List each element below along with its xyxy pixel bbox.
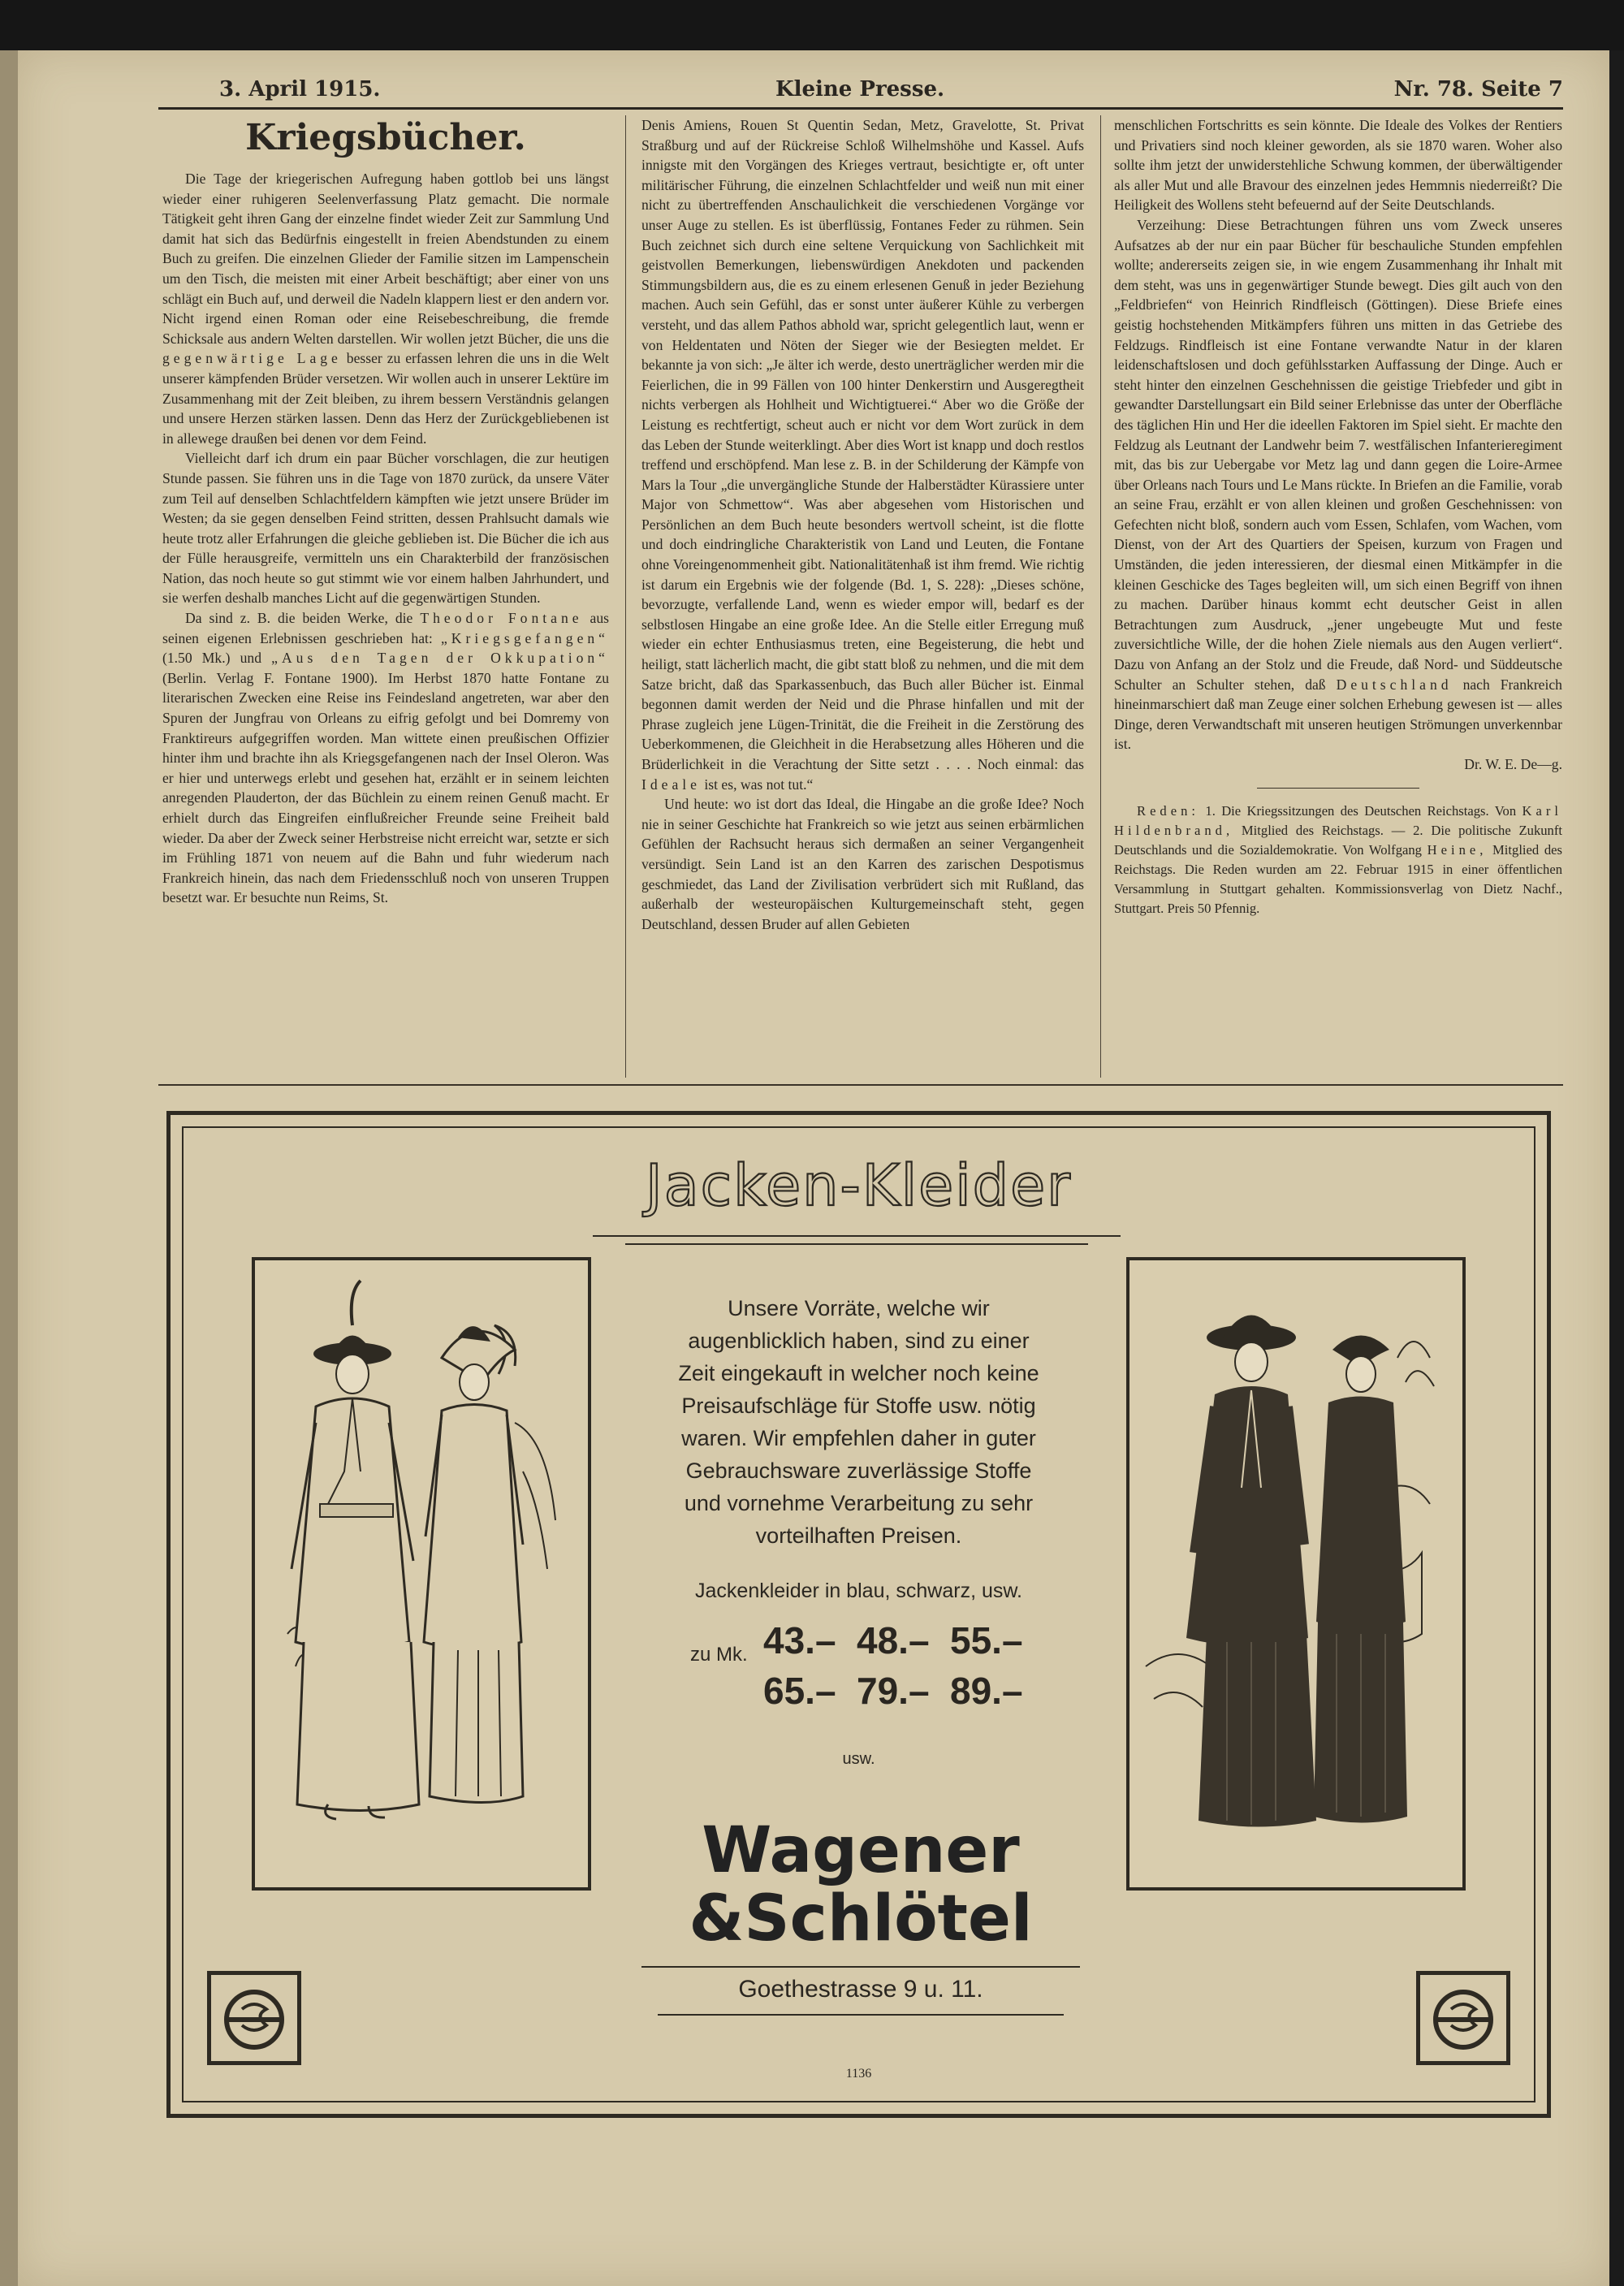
women-in-coats-illustration [255, 1260, 588, 1887]
article-bottom-rule [158, 1084, 1563, 1086]
brand-name-line-1: Wagener [702, 1814, 1020, 1887]
fashion-illustration-right [1126, 1257, 1466, 1891]
article-signature: Dr. W. E. De—g. [1464, 756, 1562, 772]
ad-title: Jacken-Kleider [646, 1152, 1072, 1219]
page-header [158, 77, 1563, 110]
header-date: 3. April 1915. [219, 77, 381, 102]
article-paragraph: Da sind z. B. die beiden Werke, die Theodor Fontane aus seinen eigenen Erlebnissen geschrieben hat: „Kriegsgefangen“ (1.50 Mk.) und „Aus den Tagen der Okkupation“ (Berlin. Verlag F. Fontane 1900). Im Herbst 1870 hatte Fontane zu literarischen Zwecken eine Reise ins Feindesland angetreten, war aber den Spuren der Jungfrau von Orleans zu eifrig gefolgt und bei Domremy von Franktireurs aufgegriffen worden. Man wittete einen preußischen Offizier hinter ihm und brachte ihn als Kriegsgefangenen nach der Insel Oleron. Was er hier und unterwegs erlebt und gesehen hat, erzählt er in seinem leichten anregenden Plauderton, der das Büchlein zu einem reinen Genuß macht. Er erhielt durch das Eingreifen einflußreicher Freunde seine Freiheit bald wieder. Da aber der Zweck seiner Herbstreise nicht erreicht war, setzte er sich im Frühling 1871 von neuem auf die Bahn und fuhr wiederum nach Frankreich hinein, das nach dem Friedensschluß noch von unseren Truppen besetzt war. Er besuchte nun Reims, St. [162, 610, 609, 906]
book-notice: Reden: 1. Die Kriegssitzungen des Deutschen Reichstags. Von Karl Hildenbrand, Mitglied des Reichstags. — 2. Die politische Zukunft Deutschlands und die Sozialdemokratie. Von Wolfgang Heine, Mitglied des Reichstags. Die Reden wurden am 22. Februar 1915 in einer öffentlichen Versammlung in Stuttgart gehalten. Kommissionsverlag von Dietz Nachf., Stuttgart. Preis 50 Pfennig. [1114, 802, 1562, 916]
article-paragraph: Und heute: wo ist dort das Ideal, die Hingabe an die große Idee? Noch nie in seiner Geschichte hat Frankreich so wie jetzt aus seinen erbärmlichen Gefühlen der Rachsucht heraus sich dermaßen an seiner Vergangenheit versündigt. Sein Land ist an den Karren des zarischen Despotismus geschmiedet, das Land der Zivilisation verbrüdert sich mit Rußland, das außerhalb der westeuropäischen Kulturgemeinschaft steht, gegen Deutschland, dessen Bruder auf allen Gebieten [641, 796, 1084, 932]
price: 89.– [950, 1670, 1023, 1712]
brand-logo-right [1416, 1971, 1510, 2065]
ad-subline: Jackenkleider in blau, schwarz, usw. [695, 1579, 1022, 1602]
page-number: 1136 [845, 2067, 872, 2081]
brand-name-line-2: &Schlötel [689, 1882, 1033, 1955]
ad-body-text: Unsere Vorräte, welche wir augenblicklich haben, sind zu einer Zeit eingekauft in welcher noch keine Preisaufschläge für Stoffe usw. nötig waren. Wir empfehlen daher in guter Gebrauchsware zuverlässige Stoffe und vornehme Verarbeitung zu sehr vorteilhaften Preisen. [678, 1296, 1039, 1548]
column-divider [1100, 115, 1101, 1078]
article-paragraph: Vielleicht darf ich drum ein paar Bücher vorschlagen, die zur heutigen Stunde passen. Sie führen uns in die Tage von 1870 zurück, da unsere Väter zum Teil auf denselben Schlachtfeldern kämpften wie jetzt unsere Brüder im Westen; da sie gegen denselben Feind stritten, dessen Prahlsucht damals wie heute trotz aller Erfahrungen die gleiche geblieben ist. Die Bücher die ich aus der Fülle herausgreife, vermitteln uns ein Charakterbild der französischen Nation, das noch heute so gut stimmt wie vor einem halben Jahrhundert, und sie werfen deshalb manches Licht auf die gegenwärtigen Stunden. [162, 450, 609, 607]
price: 65.– [763, 1670, 836, 1712]
ad-usw: usw. [842, 1750, 875, 1768]
article-paragraph: Denis Amiens, Rouen St Quentin Sedan, Metz, Gravelotte, St. Privat Straßburg und auf der Rückreise Schloß Wilhelmshöhe und Kassel. Aufs innigste mit den Vorgängen des Krieges vertraut, besichtigte er, oft unter militärischer Führung, die einzelnen Schlachtfelder und weiß nun mit einer nicht zu übertreffenden Anschaulichkeit die verschiedenen Vorgänge vor unser Auge zu stellen. Es ist überflüssig, Fontanes Feder zu rühmen. Sein Buch zeichnet sich durch eine seltene Verquickung von Sachlichkeit mit geistvollen Bemerkungen, liebenswürdigen Anekdoten und packenden Stimmungsbildern aus, die es zu einem erlesenen Genuß in jeder Beziehung machen. Auch sein Gefühl, das er sonst unter äußerer Kühle zu verbergen versteht, und das allem Pathos abhold war, spricht gelegentlich laut, wenn er von Heldentaten und Nöten der Sieger wie der Besiegten meldet. Er bekannte ja von sich: „Je älter ich werde, desto unerträglicher werden mir die Feierlichen, die in 99 Fällen von 100 hinter Denkerstirn und Ausgeregtheit nichts verbergen als Hohlheit und Wichtigtuerei.“ Aber wo die Größe der Leistung es rechtfertigt, scheut auch er nicht vor dem Wort zurück in dem das Leben der Stunde weiterklingt. Aber dies Wort ist knapp und doch restlos treffend und erschöpfend. Man lese z. B. in der Schilderung der Kämpfe von Mars la Tour „die unvergängliche Stunde der Halberstädter Kürassiere unter Major von Schmettow“. Was aber abgesehen vom Historischen und Persönlichen an dem Buch heute besonders wertvoll scheint, ist die flotte und doch eindringliche Charakteristik von Land und Leuten, die Fontane ohne Voreingenommenheit gibt. Nationalitätenhaß ist ihm fremd. Wie richtig ist darum ein Ergebnis wie der folgende (Bd. 1, S. 228): „Dieses schöne, bevorzugte, verfallende Land, wenn es wieder empor will, bedarf es der selbstlosen Hingabe an eine große Idee. An die Stelle eitler Erregung muß wieder ein echter Enthusiasmus treten, eine Begeisterung, die hebt und heiligt, statt lächerlich macht, die gibt statt bloß zu nehmen, und die mit dem Satze bricht, daß das Sparkassenbuch, das Buch aller Bücher ist. Einmal begonnen damit werden der Neid und die Phrase hinfallen und mit der Phrase zugleich jene Lügen-Trinität, die die Freiheit in die Zerstörung des Ueberkommenen, die Gleichheit in die Herabsetzung alles Höheren und die Brüderlichkeit in die Verachtung der Sitte setzt . . . . Noch einmal: das Ideale ist es, was not tut.“ [641, 117, 1084, 793]
address-rule [658, 2014, 1064, 2016]
article-paragraph: menschlichen Fortschritts es sein könnte. Die Ideale des Volkes der Rentiers und Privatiers sind noch kleiner geworden, als sie 1870 waren. Woher also sollte ihm jetzt der unwiderstehliche Schwung kommen, der überwältigender als aller Mut und alle Bravour des einzelnen jedes Hemmnis niederreißt? Die Heiligkeit des Wollens steht befeuernd auf der Seite Deutschlands. [1114, 117, 1562, 214]
article-paragraph: Verzeihung: Diese Betrachtungen führen uns vom Zweck unseres Aufsatzes ab der nur ein paar Bücher für beschauliche Stunden empfehlen wollte; andererseits zeigen sie, in wie engem Zusammenhang ihr Inhalt mit dem steht, was uns in gegenwärtiger Stunde bewegt. Dies gilt auch von den „Feldbriefen“ von Heinrich Rindfleisch (Göttingen). Diese Briefe eines geistig hochstehenden Mitkämpfers führen uns mitten in das Getriebe des Feldzugs. Rindfleisch ist eine Fontane verwandte Natur in der klaren leidenschaftslosen und doch gefühlsstarken Auffassung der Dinge. Auch er steht hinter den einzelnen Geschehnissen die geistige Triebfeder und gibt in gewandter Darstellungsart ein Bild seiner Erlebnisse das unter der Oberfläche des täglichen Hin und Her die ideellen Faktoren im Spiel sieht. Er machte den Feldzug als Leutnant der Landwehr beim 7. westfälischen Infanterieregiment mit, das bis zur Uebergabe vor Metz lag und dann gegen die Loire-Armee über Orleans nach Tours und Le Mans rückte. In Briefen an die Familie, vorab an seine Frau, erzählt er von allen kleinen und großen Geschehnissen: von Gefechten nicht bloß, sondern auch vom Essen, Schlafen, vom Wachen, vom Dienst, von der Art des Quartiers der Speisen, kurzum von Fragen und Umständen, die jeden interessieren, der diesmal einen Mitkämpfer in die kleinen Geschicke des Tages begleiten will, um sich einen Begriff von ihnen zu machen. Darüber hinaus kommt echt deutscher Geist in allen Betrachtungen zum Ausdruck, „jener ungebeugte Mut und feste zuversichtliche Wille, der die hohen Ziele niemals aus den Augen verliert“. Dazu von Anfang an der Stolz und die Freude, daß Nord- und Süddeutsche Schulter an Schulter stehen, daß Deutschland nach Frankreich hineinmarschiert daß man Zeuge einer solchen Erhebung gewesen ist — alles Dinge, deren Verwandtschaft mit unseren heutigen Strömungen unverkennbar ist. [1114, 216, 1562, 753]
header-issue-page: Nr. 78. Seite 7 [1393, 77, 1563, 102]
page-edge [0, 50, 18, 2286]
women-in-dark-suits-illustration [1129, 1260, 1462, 1887]
article-paragraph: Die Tage der kriegerischen Aufregung haben gottlob bei uns längst wieder einer ruhigeren Seelenverfassung Platz gemacht. Die normale Tätigkeit geht ihren Gang der einzelne findet wieder Zeit zur Sammlung Und damit hat sich das Bedürfnis eingestellt in freien Abendstunden zu einem Buch zu greifen. Die einzelnen Glieder der Familie sitzen im Lampenschein um den Tisch, die meisten mit einer Arbeit beschäftigt; aber einer von uns schlägt ein Buch auf, und derweil die Nadeln klappern liest er den andern vor. Nicht irgend einen Roman oder eine Reisebeschreibung, die fremde Schicksale aus andern Welten darstellen. Wir wollen jetzt Bücher, die uns die gegenwärtige Lage besser zu erfassen lehren die uns in die Welt unserer kämpfenden Brüder versetzen. Wir wollen auch in unserer Lektüre im Zusammenhang mit der Zeit bleiben, zu ihrem bessern Verständnis gelangen und unsere Herzen stärken lassen. Denn das Herz der Zurückgebliebenen ist in allewege draußen bei denen vor dem Feind. [162, 171, 609, 447]
price: 43.– [763, 1619, 836, 1662]
article-column-1 [162, 115, 609, 1078]
price: 79.– [857, 1670, 930, 1712]
fashion-illustration-left [252, 1257, 591, 1891]
store-address: Goethestrasse 9 u. 11. [738, 1976, 983, 2003]
ad-title-rule [625, 1243, 1088, 1245]
price: 55.– [950, 1619, 1023, 1662]
ad-title-rule [593, 1235, 1121, 1237]
section-rule [1257, 788, 1419, 789]
price-prefix: zu Mk. [690, 1644, 748, 1666]
brand-logo-left [207, 1971, 301, 2065]
address-rule [641, 1966, 1080, 1968]
header-rule [158, 107, 1563, 110]
article-column-3 [1114, 115, 1562, 1078]
advertisement [166, 1111, 1551, 2118]
price: 48.– [857, 1619, 930, 1662]
article-title: Kriegsbücher. [245, 117, 526, 158]
header-newspaper-name: Kleine Presse. [775, 77, 945, 102]
scan-background-strip [0, 0, 1624, 50]
sw-monogram-icon [211, 1975, 297, 2061]
column-divider [625, 115, 626, 1078]
sw-monogram-icon [1420, 1975, 1506, 2061]
article-column-2 [641, 115, 1084, 1078]
